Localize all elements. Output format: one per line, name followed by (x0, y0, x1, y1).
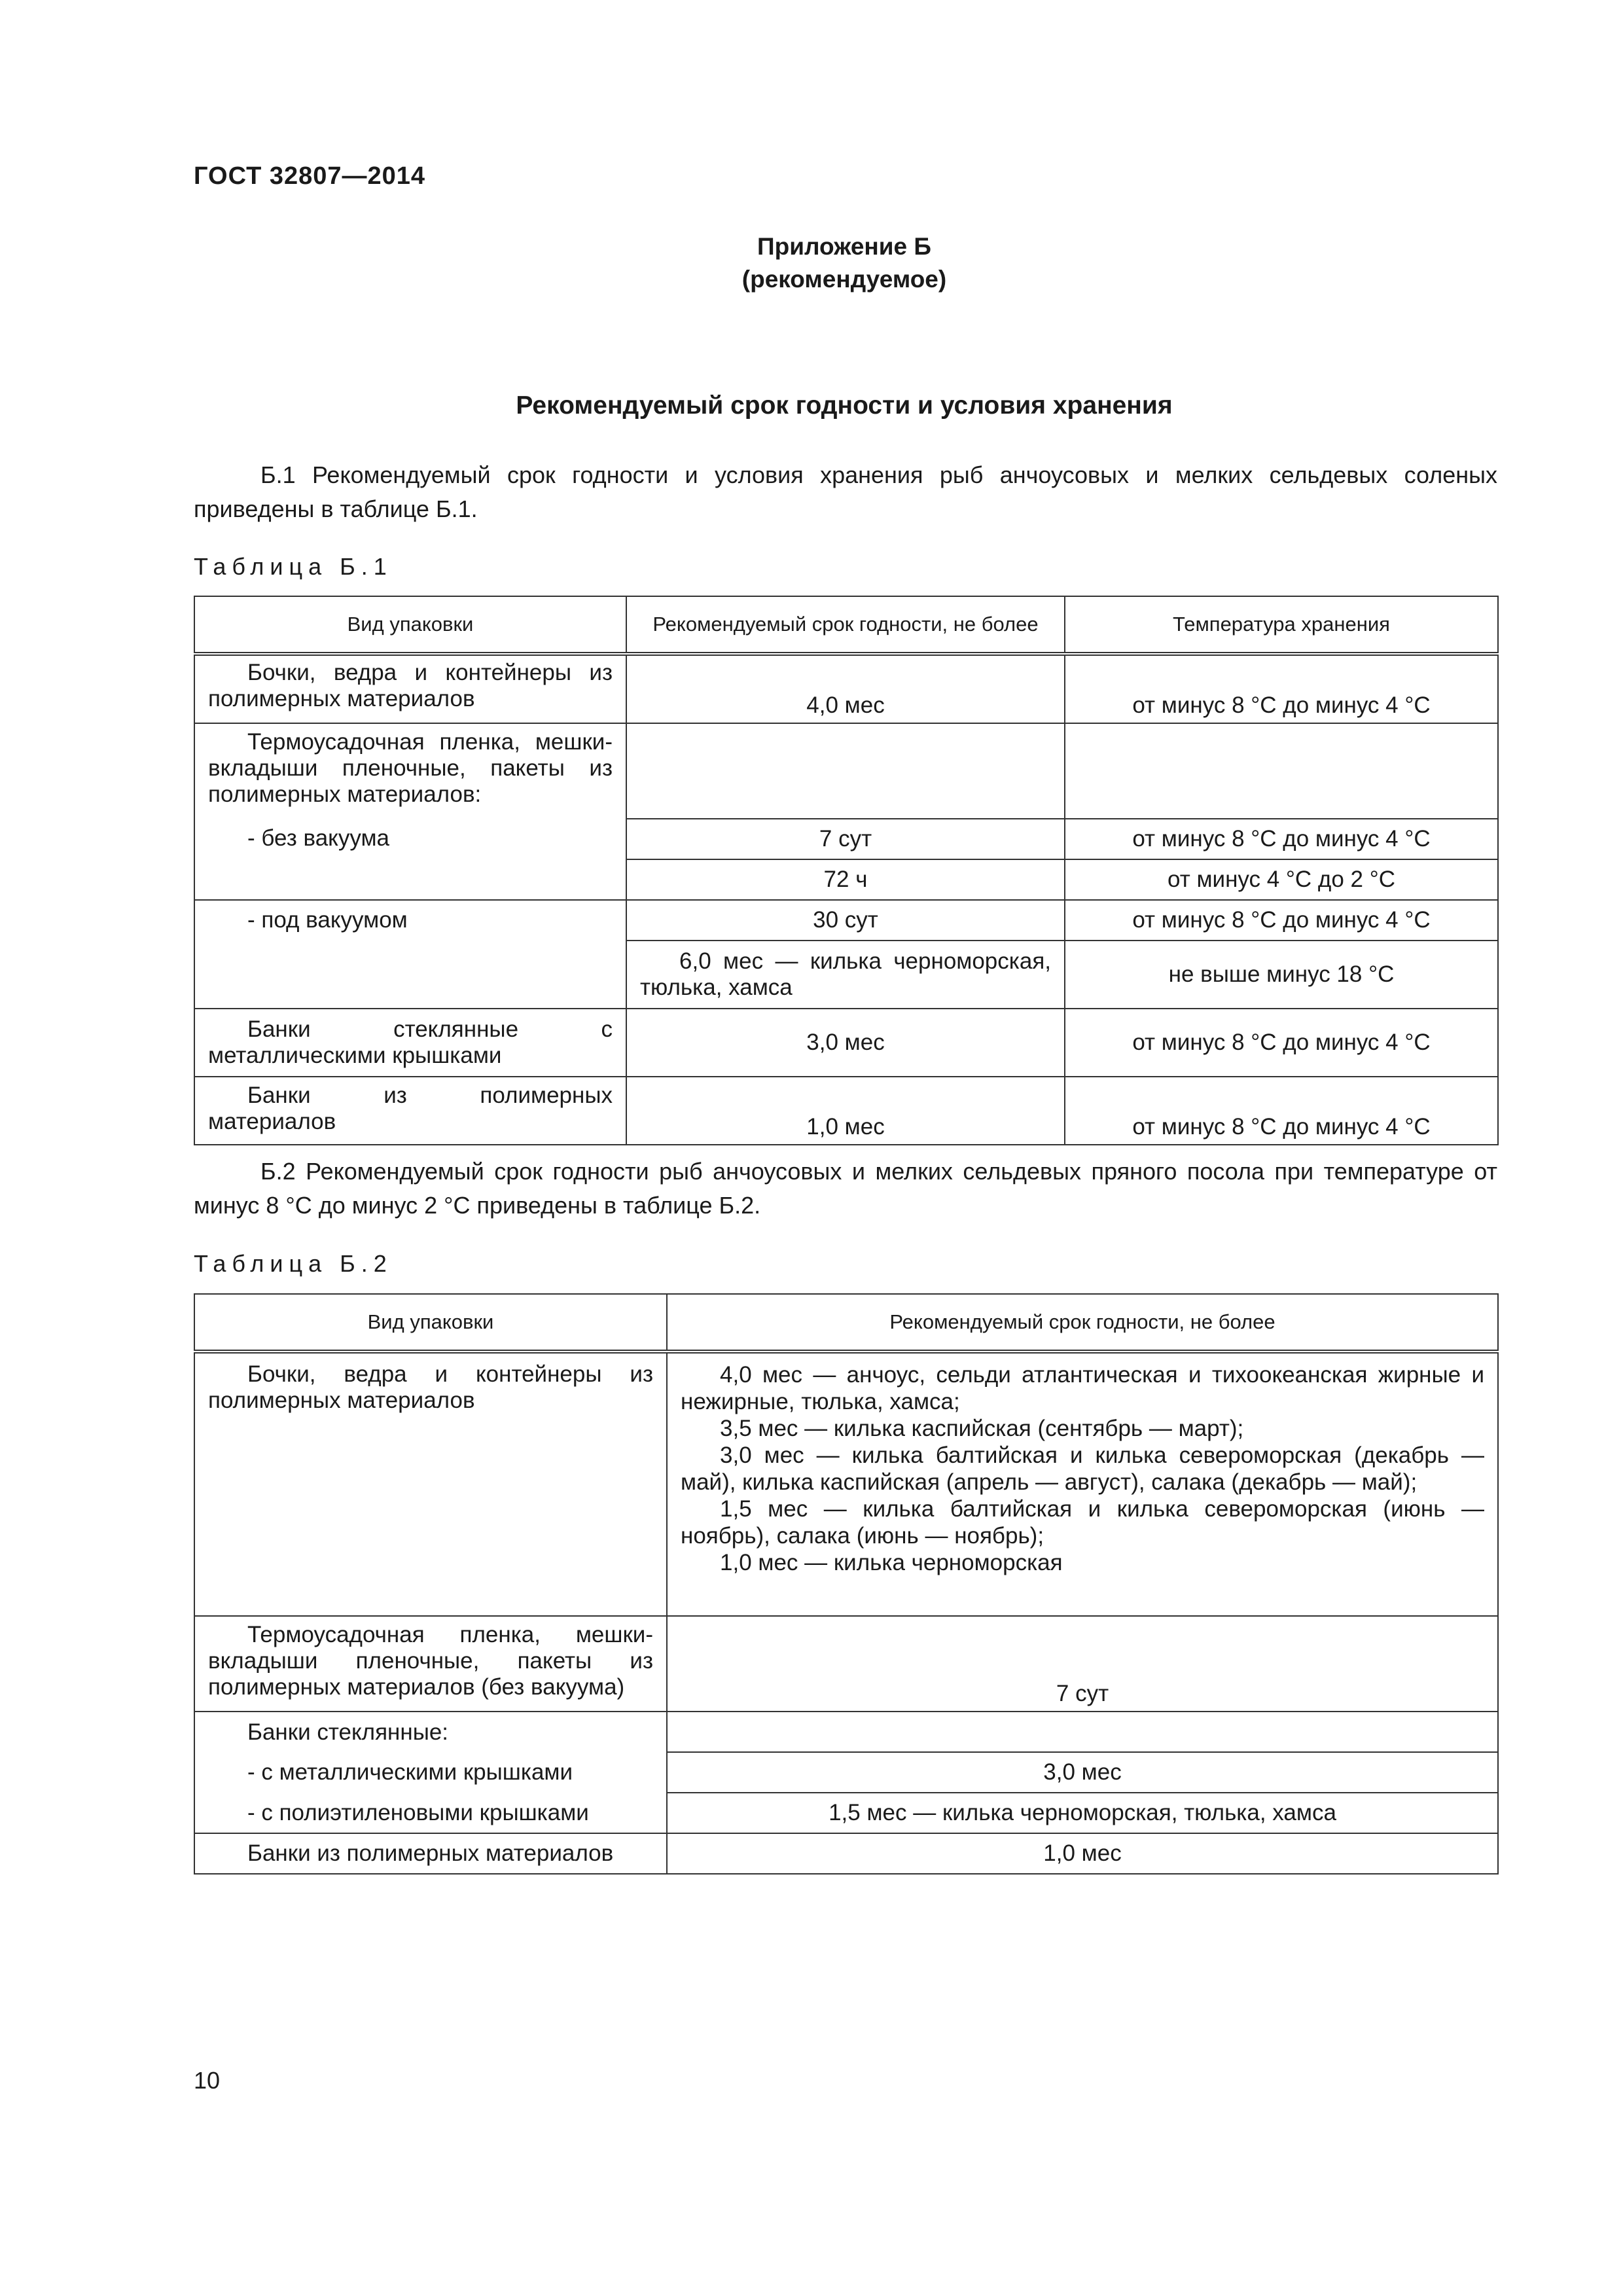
table1-cell-pack: Банки из полимерных материалов (194, 1077, 626, 1145)
table-row (194, 723, 1498, 819)
table-row (194, 1833, 1498, 1874)
table1-header-pack: Вид упаковки (194, 596, 626, 654)
table1-cell-pack: Бочки, ведра и контейнеры из полимерных материалов (194, 654, 626, 723)
paragraph-b2-text: Б.2 Рекомендуемый срок годности рыб анчоусовых и мелких сельдевых пряного посола при температуре от минус 8 °С до минус 2 °С приведены в таблице Б.2. (194, 1158, 1497, 1219)
term-line: 3,0 мес — килька балтийская и килька североморская (декабрь — май), килька каспийская (апрель — август), салака (декабрь — май); (681, 1443, 1484, 1495)
table-row (194, 1752, 1498, 1793)
table2-cell-term: 1,5 мес — килька черноморская, тюлька, хамса (667, 1793, 1498, 1833)
table-row (194, 1352, 1498, 1616)
table-row (194, 1616, 1498, 1712)
page-number: 10 (194, 2067, 221, 2094)
table2-cell-pack: - с полиэтиленовыми крышками (194, 1793, 667, 1833)
table2-cell-pack: Банки стеклянные: (194, 1712, 667, 1752)
table1-cell-term: 6,0 мес — килька черноморская, тюлька, хамса (626, 941, 1065, 1009)
table1-cell-pack: - под вакуумом (194, 900, 626, 1009)
table-row (194, 900, 1498, 941)
table2-cell-pack: Бочки, ведра и контейнеры из полимерных материалов (194, 1352, 667, 1616)
table2-cell-term: 7 сут (667, 1616, 1498, 1712)
table1-cell-term-empty (626, 723, 1065, 819)
table2-cell-pack: - с металлическими крышками (194, 1752, 667, 1793)
table1-caption: Таблица Б.1 (194, 553, 393, 580)
table-row (194, 1712, 1498, 1752)
table1-cell-term: 1,0 мес (626, 1077, 1065, 1145)
table-row (194, 819, 1498, 859)
table1-header-row (194, 596, 1498, 654)
table1-cell-term: 72 ч (626, 859, 1065, 900)
table1-cell-temp-empty (1065, 723, 1498, 819)
table1-cell-term: 4,0 мес (626, 654, 1065, 723)
table2-cell-pack: Термоусадочная пленка, мешки-вкладыши пленочные, пакеты из полимерных материалов (без вакуума) (194, 1616, 667, 1712)
table1-cell-term: 3,0 мес (626, 1009, 1065, 1077)
table1-cell-pack: Банки стеклянные с металлическими крышками (194, 1009, 626, 1077)
appendix-subtitle: (рекомендуемое) (741, 266, 947, 293)
table-b1 (194, 596, 1499, 1145)
table-row (194, 1077, 1498, 1145)
table1-header-temp: Температура хранения (1065, 596, 1498, 654)
table1-cell-term: 30 сут (626, 900, 1065, 941)
table1-cell-term: 7 сут (626, 819, 1065, 859)
paragraph-b1-text: Б.1 Рекомендуемый срок годности и условия хранения рыб анчоусовых и мелких сельдевых соленых приведены в таблице Б.1. (194, 461, 1497, 522)
table2-cell-pack: Банки из полимерных материалов (194, 1833, 667, 1874)
term-line: 1,5 мес — килька балтийская и килька североморская (июнь — ноябрь), салака (июнь — ноябрь); (681, 1496, 1484, 1549)
table2-cell-terms (667, 1352, 1498, 1616)
table1-cell-temp: от минус 8 °С до минус 4 °С (1065, 1077, 1498, 1145)
table-b2 (194, 1293, 1499, 1874)
table1-cell-temp: не выше минус 18 °С (1065, 941, 1498, 1009)
table2-header-row (194, 1294, 1498, 1352)
table-row (194, 654, 1498, 723)
appendix-title: Приложение Б (757, 233, 931, 260)
table1-header-term: Рекомендуемый срок годности, не более (626, 596, 1065, 654)
table2-cell-term: 1,0 мес (667, 1833, 1498, 1874)
table1-cell-pack: - без вакуума (194, 819, 626, 900)
table1-cell-pack: Термоусадочная пленка, мешки-вкладыши пленочные, пакеты из полимерных материалов: (194, 723, 626, 819)
table1-cell-temp: от минус 8 °С до минус 4 °С (1065, 1009, 1498, 1077)
paragraph-b1 (194, 458, 1497, 526)
table2-header-pack: Вид упаковки (194, 1294, 667, 1352)
table1-cell-temp: от минус 8 °С до минус 4 °С (1065, 819, 1498, 859)
term-line: 3,5 мес — килька каспийская (сентябрь — март); (720, 1416, 1244, 1441)
paragraph-b2 (194, 1155, 1497, 1223)
table1-cell-temp: от минус 4 °С до 2 °С (1065, 859, 1498, 900)
table1-cell-temp: от минус 8 °С до минус 4 °С (1065, 900, 1498, 941)
term-line: 4,0 мес — анчоус, сельди атлантическая и тихоокеанская жирные и нежирные, тюлька, хамса; (681, 1362, 1484, 1414)
table2-header-term: Рекомендуемый срок годности, не более (667, 1294, 1498, 1352)
term-line: 1,0 мес — килька черноморская (720, 1550, 1063, 1575)
table1-cell-temp: от минус 8 °С до минус 4 °С (1065, 654, 1498, 723)
section-title: Рекомендуемый срок годности и условия хранения (516, 391, 1173, 420)
standard-number: ГОСТ 32807—2014 (194, 162, 426, 190)
table2-cell-term: 3,0 мес (667, 1752, 1498, 1793)
table-row (194, 1793, 1498, 1833)
table-row (194, 1009, 1498, 1077)
table2-caption: Таблица Б.2 (194, 1250, 393, 1277)
table2-cell-term-empty (667, 1712, 1498, 1752)
